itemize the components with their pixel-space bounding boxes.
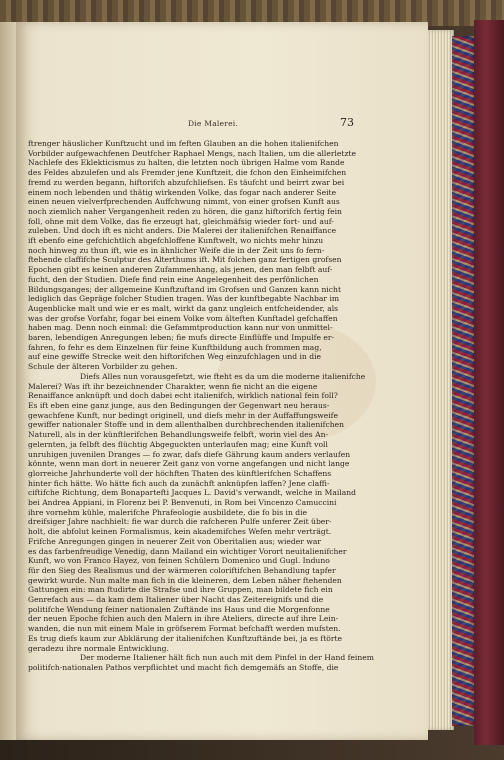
- text-line: Kunft, wo von Franco Hayez, von feinen Schülern Domenico und Gugl. Induno: [28, 556, 330, 566]
- text-line: fucht, den der Studien. Diefe find rein eine Angelegenheit des perfönlichen: [28, 274, 319, 284]
- text-line: bei Andrea Appiani, in Florenz bei P. Benvenuti, in Rom bei Vincenzo Camuccini: [28, 498, 337, 508]
- page-stack-edges: [428, 30, 454, 730]
- text-line: hinter fich hätte. Wo hätte fich auch da zunächft anknüpfen laffen? Jene claffi-: [28, 478, 330, 488]
- text-line: politifche Wendung feiner nationalen Zuftände ins Haus und die Morgenfonne: [28, 604, 330, 614]
- text-line: Epochen gibt es keinen anderen Zufammenhang, als jenen, den man felbft auf-: [28, 265, 333, 275]
- text-line: holt, die abfolut keinen Formalismus, kein akademifches Wefen mehr verträgt.: [28, 527, 332, 537]
- text-line: Bildungsganges; der allgemeine Kunftzuftand im Grofsen und Ganzen kann nicht: [28, 284, 341, 294]
- text-line: gewiffer nationaler Stoffe und in dem allenthalben durchbrechenden italienifchen: [28, 420, 345, 430]
- text-line: zuleben. Und doch ift es nicht anders. Die Malerei der italienifchen Renaiffance: [28, 226, 337, 236]
- text-line: ciftifche Richtung, dem Bonapartefti Jacques L. David's verwandt, welche in Mailand: [28, 488, 357, 498]
- text-line: Gattungen ein: man ftudirte die Strafse und ihre Gruppen, man bildete fich ein: [28, 585, 333, 595]
- text-line: glorreiche Jahrhunderte voll der höchften Thaten des künftlerifchen Schaffens: [28, 468, 332, 478]
- text-line: auf eine gewiffe Strecke weit den hiftorifchen Weg einzufchlagen und in die: [28, 352, 322, 362]
- text-line: es das farbenfreudige Venedig, dann Mailand ein wichtiger Vorort neuitalienifcher: [28, 546, 347, 556]
- text-line: Augenblicke malt und wie er es malt, wirkt da ganz ungleich entfcheidender, als: [28, 303, 339, 313]
- text-line: des Feldes abzulefen und als Fremder jene Kunftzeit, die fchon den Einheimifchen: [28, 168, 347, 178]
- text-line: Vorbilder aufgewachfenen Deutfcher Raphael Mengs, nach Italien, um die allerletzte: [28, 148, 357, 158]
- text-line: Nachlefe des Eklekticismus zu halten, die letzten noch übrigen Halme vom Rande: [28, 158, 345, 168]
- text-line: Genrefach aus — da kam dem Italiener über Nacht das Zeitereignifs und die: [28, 595, 324, 605]
- previous-page-edge: [0, 22, 16, 740]
- text-line: Es trug diefs kaum zur Abklärung der italienifchen Kunftzuftände bei, ja es ftörte: [28, 633, 343, 643]
- text-line: wanden, die nun mit einem Male in gröfserem Format befchafft werden mufsten.: [28, 624, 341, 634]
- book-page: [16, 22, 428, 740]
- body-text: [28, 139, 414, 673]
- text-line: Frifche Anregungen gingen in neuerer Zeit von Oberitalien aus; wieder war: [28, 536, 321, 546]
- text-line: lediglich das Gepräge folcher Studien tragen. Was der kunftbegabte Nachbar im: [28, 294, 340, 304]
- text-line: der neuen Epoche fchien auch den Malern in ihre Ateliers, directe auf ihre Lein-: [28, 614, 339, 624]
- text-line: fremd zu werden begann, hiftorifch abzufchliefsen. Es täufcht und beirrt zwar bei: [28, 177, 345, 187]
- marbled-edge: [452, 36, 474, 726]
- text-line: ftrenger häuslicher Kunftzucht und im feften Glauben an die hohen italienifchen: [28, 139, 339, 148]
- text-line: Renaiffance anknüpft und doch dabei echt italienifch, wirklich national fein foll?: [28, 391, 338, 401]
- text-line: Malerei? Was ift ihr bezeichnender Charakter, wenn fie nicht an die eigene: [28, 381, 318, 391]
- running-head: Die Malerei.: [188, 119, 239, 128]
- text-line: Es ift eben eine ganz junge, aus den Bedingungen der Gegenwart neu heraus-: [28, 400, 330, 410]
- text-line: foll, ohne mit dem Volke, das fie erzeugt hat, gleichmäfsig wieder fort- und auf-: [28, 216, 334, 226]
- text-line: dreifsiger Jahre nachhielt: fie war durch die rafcheren Pulfe unferer Zeit über-: [28, 517, 332, 527]
- text-line: Der moderne Italiener hält fich nun auch mit dem Pinfel in der Hand feinem: [80, 653, 374, 663]
- text-line: ift ebenfo eine gefchichtlich abgefchloffene Kunftwelt, wo nichts mehr hinzu: [28, 236, 324, 246]
- text-line: einem noch lebenden und thätig wirkenden Volke, das fogar nach anderer Seite: [28, 187, 337, 197]
- text-line: noch hinweg zu thun ift, wie es in ähnlicher Weife die in der Zeit uns fo fern-: [28, 245, 325, 255]
- page-number: 73: [340, 116, 354, 129]
- book-cover-right: [474, 20, 504, 745]
- text-line: fahren, fo fehr es dem Einzelnen für feine Kunftbildung auch frommen mag,: [28, 342, 322, 352]
- text-line: gewirkt wurde. Nun malte man fich in die kleineren, dem Leben näher ftehenden: [28, 575, 342, 585]
- text-line: unruhigen juvenilen Dranges — fo zwar, dafs diefe Gährung kaum anders verlaufen: [28, 449, 351, 459]
- text-line: was der grofse Vorfahr, fogar bei einem Volke vom älteften Kunftadel gefchaffen: [28, 313, 338, 323]
- text-line: Diefs Alles nun vorausgefetzt, wie fteht es da um die moderne italienifche: [80, 371, 366, 381]
- text-line: baren, lebendigen Anregungen leben; fie mufs directe Einflüffe und Impulfe er-: [28, 333, 335, 343]
- text-line: ihre vornehm kühle, malerifche Phrafeologie ausbildete, die fo bis in die: [28, 507, 308, 517]
- text-line: haben mag. Denn noch einmal: die Gefammtproduction kann nur von unmittel-: [28, 323, 333, 333]
- text-line: ftehende claffifche Sculptur des Alterthums ift. Mit folchen ganz fertigen grofsen: [28, 255, 342, 265]
- text-line: geradezu ihre normale Entwicklung.: [28, 643, 169, 653]
- text-line: könnte, wenn man dort in neuerer Zeit ganz von vorne angefangen und nicht lange: [28, 459, 350, 469]
- text-line: Schule der älteren Vorbilder zu gehen.: [28, 362, 178, 372]
- text-line: gelernten, ja felbft des flüchtig Abgeguckten unterlaufen mag; eine Kunft voll: [28, 439, 328, 449]
- text-line: Naturell, als in der künftlerifchen Behandlungsweife felbft, worin viel des An-: [28, 430, 329, 440]
- page-header: [16, 116, 428, 133]
- text-line: noch ziemlich naher Vergangenheit reden zu hören, die ganz hiftorifch fertig fein: [28, 206, 342, 216]
- text-line: für den Sieg des Realismus und der wärmeren coloriftifchen Behandlung tapfer: [28, 565, 336, 575]
- text-line: politifch-nationalen Pathos verpflichtet und macht fich demgemäfs an Stoffe, die: [28, 662, 339, 672]
- text-line: einen neuen vielverfprechenden Auffchwung nimmt, von einer grofsen Kunft aus: [28, 197, 340, 207]
- text-line: gewachfene Kunft, nur bedingt originell, und diefs mehr in der Auffaffungsweife: [28, 410, 338, 420]
